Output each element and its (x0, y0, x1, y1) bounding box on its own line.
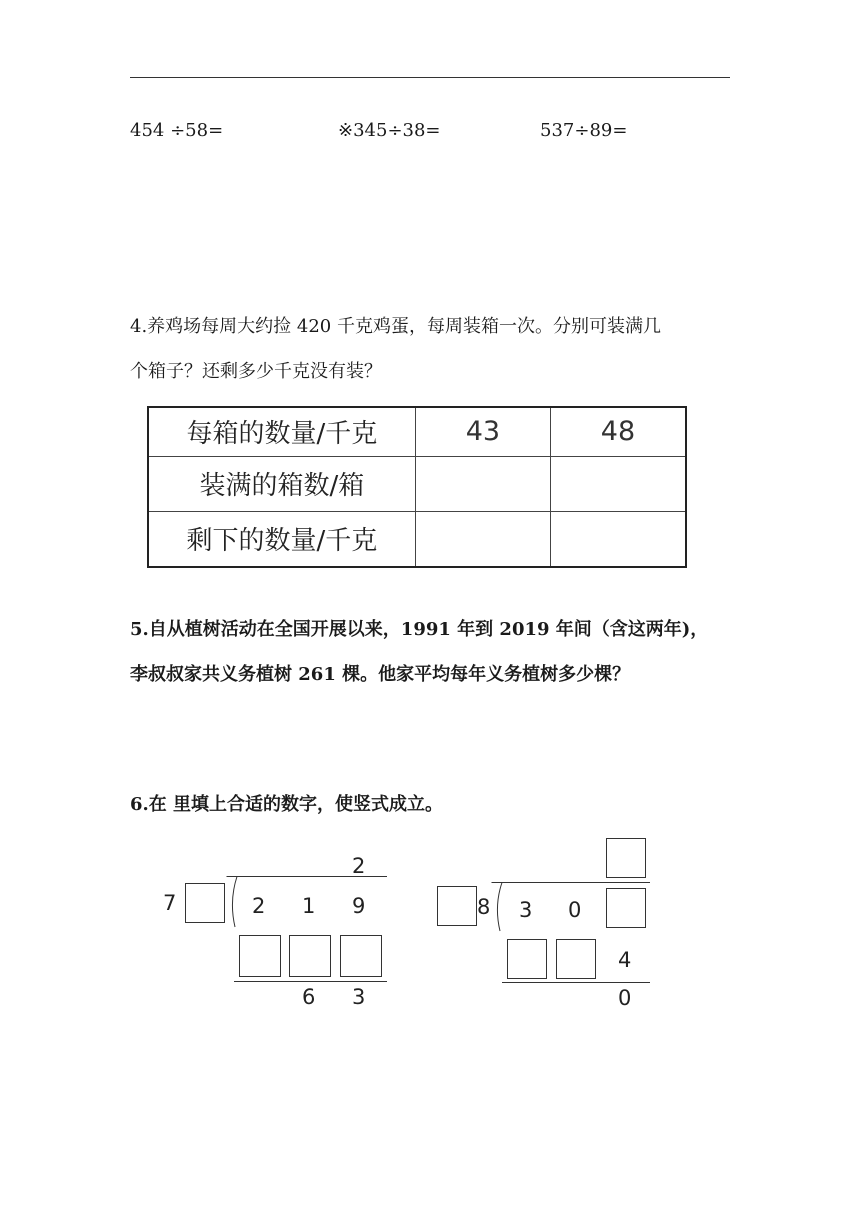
product-digit: 4 (618, 948, 632, 972)
dividend-digit: 9 (352, 894, 366, 918)
answer-box[interactable] (340, 935, 382, 977)
q5-line2: 李叔叔家共义务植树 261 棵。他家平均每年义务植树多少棵？ (130, 664, 631, 685)
answer-cell[interactable] (415, 511, 550, 567)
answer-cell[interactable] (415, 456, 550, 511)
calc-1: 454 ÷58= (130, 120, 224, 141)
subtraction-line (502, 982, 650, 983)
remainder-digit: 6 (302, 985, 316, 1009)
answer-box[interactable] (556, 939, 596, 979)
answer-cell[interactable] (550, 456, 686, 511)
q4-line2: 个箱子？还剩多少千克没有装？ (130, 361, 382, 382)
answer-box[interactable] (606, 888, 646, 928)
top-rule (130, 77, 730, 78)
table-row (148, 407, 686, 456)
row-label: 每箱的数量/千克 (148, 407, 415, 456)
remainder-digit: 3 (352, 985, 366, 1009)
answer-box[interactable] (185, 883, 225, 923)
q4-line1: 4.养鸡场每周大约捡 420 千克鸡蛋，每周装箱一次。分别可装满几 (130, 316, 661, 337)
quotient-digit: 2 (352, 854, 366, 878)
box-table (147, 406, 687, 568)
answer-box[interactable] (239, 935, 281, 977)
dividend-digit: 2 (252, 894, 266, 918)
calc-3: 537÷89= (540, 120, 628, 141)
table-cell: 48 (550, 407, 686, 456)
calc-2: ※345÷38= (338, 120, 441, 141)
answer-box[interactable] (289, 935, 331, 977)
answer-box[interactable] (437, 886, 477, 926)
divisor-digit: 8 (477, 895, 491, 919)
dividend-digit: 3 (519, 898, 533, 922)
q5-line1: 5.自从植树活动在全国开展以来，1991 年到 2019 年间（含这两年)， (130, 619, 709, 640)
table-cell: 43 (415, 407, 550, 456)
answer-box[interactable] (507, 939, 547, 979)
dividend-digit: 0 (568, 898, 582, 922)
row-label: 装满的箱数/箱 (148, 456, 415, 511)
divisor-digit: 7 (163, 891, 177, 915)
dividend-digit: 1 (302, 894, 316, 918)
row-label: 剩下的数量/千克 (148, 511, 415, 567)
table-row (148, 456, 686, 511)
table-row (148, 511, 686, 567)
answer-box[interactable] (606, 838, 646, 878)
subtraction-line (234, 981, 387, 982)
answer-cell[interactable] (550, 511, 686, 567)
remainder-digit: 0 (618, 986, 632, 1010)
q6-text: 6.在 里填上合适的数字，使竖式成立。 (130, 794, 444, 815)
